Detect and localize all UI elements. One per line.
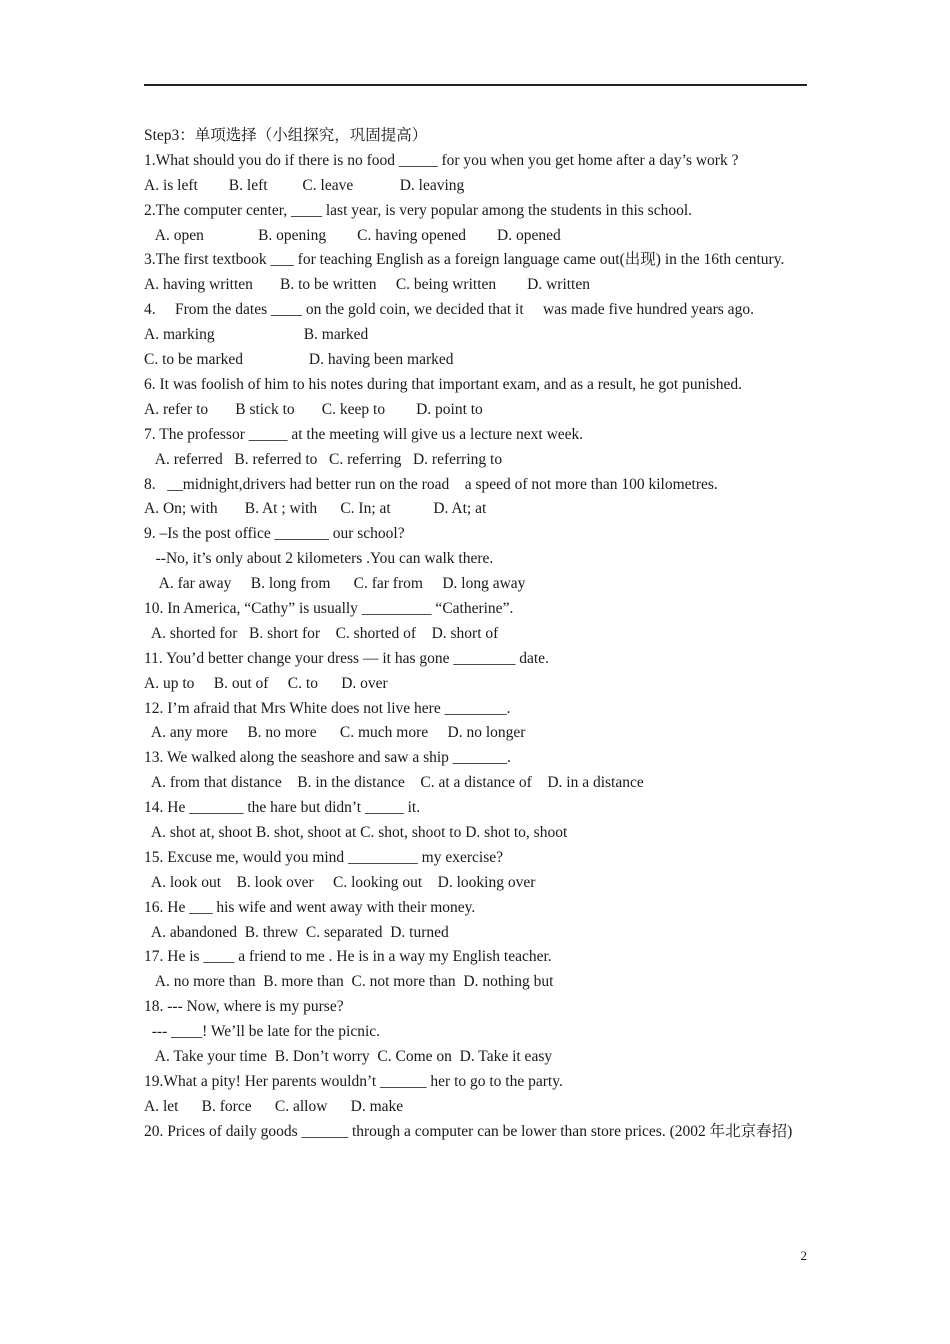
options-7: A. referred B. referred to C. referring D. referring to: [144, 450, 503, 468]
question-18-reply: --- ____! We’ll be late for the picnic.: [144, 1023, 381, 1041]
question-20: 20. Prices of daily goods ______ through a computer can be lower than store prices. (2002 年北京春招): [144, 1122, 793, 1140]
options-17: A. no more than B. more than C. not more than D. nothing but: [144, 973, 554, 991]
question-15: 15. Excuse me, would you mind _________ my exercise?: [144, 848, 504, 866]
question-16: 16. He ___ his wife and went away with their money.: [144, 898, 476, 916]
worksheet-body: [144, 124, 807, 1145]
options-11: A. up to B. out of C. to D. over: [144, 674, 388, 692]
question-10: 10. In America, “Cathy” is usually _________ “Catherine”.: [144, 599, 514, 617]
options-16: A. abandoned B. threw C. separated D. turned: [144, 923, 449, 941]
question-14: 14. He _______ the hare but didn’t _____ it.: [144, 799, 421, 817]
options-9: A. far away B. long from C. far from D. long away: [144, 575, 526, 593]
question-8: 8. __midnight,drivers had better run on the road a speed of not more than 100 kilometres.: [144, 475, 718, 493]
options-14: A. shot at, shoot B. shot, shoot at C. shot, shoot to D. shot to, shoot: [144, 823, 568, 841]
page-number: 2: [800, 1248, 807, 1263]
question-12: 12. I’m afraid that Mrs White does not live here ________.: [144, 699, 511, 717]
question-9: 9. –Is the post office _______ our school?: [144, 525, 405, 543]
header-rule: [144, 84, 807, 86]
question-19: 19.What a pity! Her parents wouldn’t ______ her to go to the party.: [144, 1072, 563, 1090]
options-18: A. Take your time B. Don’t worry C. Come on D. Take it easy: [144, 1047, 553, 1065]
question-13: 13. We walked along the seashore and saw a ship _______.: [144, 749, 511, 767]
options-4a: A. marking B. marked: [144, 326, 369, 344]
question-1: 1.What should you do if there is no food _____ for you when you get home after a day’s work ?: [144, 151, 739, 169]
options-1: A. is left B. left C. leave D. leaving: [144, 176, 465, 194]
question-7: 7. The professor _____ at the meeting will give us a lecture next week.: [144, 425, 584, 443]
question-6: 6. It was foolish of him to his notes during that important exam, and as a result, he got punished.: [144, 375, 742, 393]
question-18: 18. --- Now, where is my purse?: [144, 998, 344, 1016]
options-2: A. open B. opening C. having opened D. opened: [144, 226, 561, 244]
options-6: A. refer to B stick to C. keep to D. point to: [144, 400, 483, 418]
section-heading: Step3：单项选择（小组探究，巩固提高）: [144, 127, 428, 144]
question-9-reply: --No, it’s only about 2 kilometers .You can walk there.: [144, 550, 494, 568]
options-15: A. look out B. look over C. looking out D. looking over: [144, 873, 536, 891]
options-13: A. from that distance B. in the distance C. at a distance of D. in a distance: [144, 774, 644, 792]
options-8: A. On; with B. At ; with C. In; at D. At; at: [144, 500, 487, 518]
options-12: A. any more B. no more C. much more D. no longer: [144, 724, 526, 742]
question-2: 2.The computer center, ____ last year, is very popular among the students in this school.: [144, 201, 693, 219]
question-11: 11. You’d better change your dress — it has gone ________ date.: [144, 649, 549, 667]
question-17: 17. He is ____ a friend to me . He is in a way my English teacher.: [144, 948, 552, 966]
options-19: A. let B. force C. allow D. make: [144, 1097, 404, 1115]
question-4: 4. From the dates ____ on the gold coin, we decided that it was made five hundred years ago.: [144, 301, 754, 319]
options-3: A. having written B. to be written C. being written D. written: [144, 276, 590, 294]
options-4b: C. to be marked D. having been marked: [144, 351, 454, 369]
question-3: 3.The first textbook ___ for teaching English as a foreign language came out(出现) in the 16th century.: [144, 251, 785, 269]
options-10: A. shorted for B. short for C. shorted of D. short of: [144, 624, 499, 642]
